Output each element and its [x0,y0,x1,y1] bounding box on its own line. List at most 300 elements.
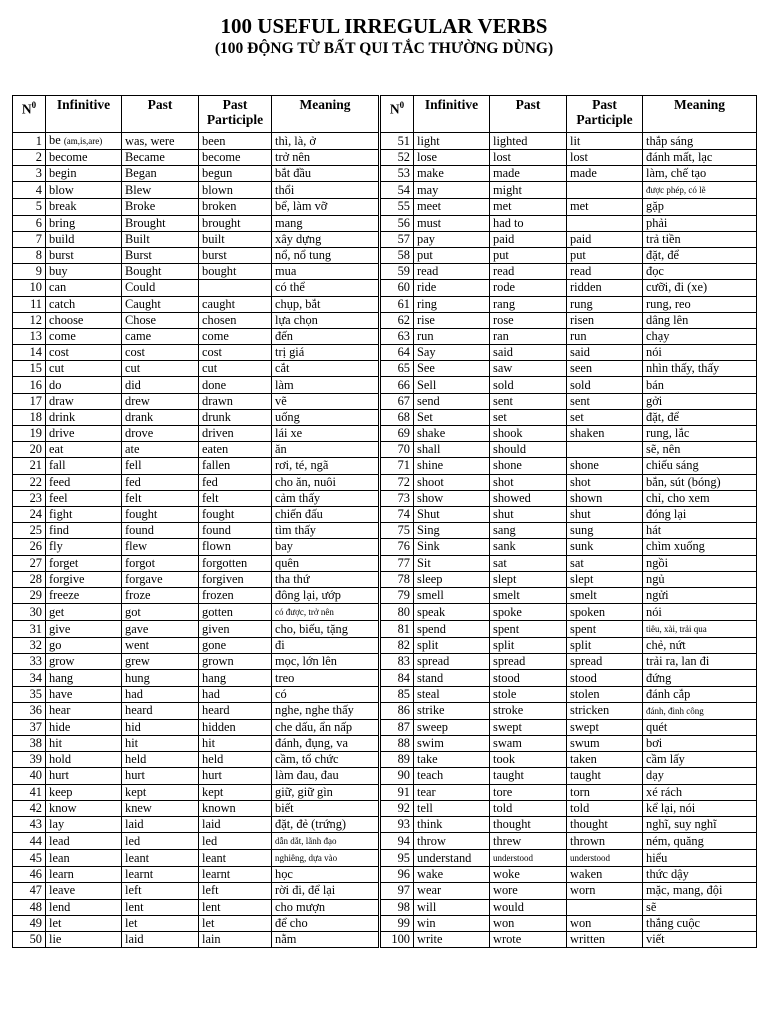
verb-number: 64 [380,345,414,361]
verb-meaning: đánh mất, lạc [643,150,757,166]
verb-meaning: hát [643,523,757,539]
header-past: Past [122,96,199,133]
verb-past: lighted [490,133,567,150]
verb-infinitive: burst [46,247,122,263]
verb-infinitive: will [414,899,490,915]
verb-number: 70 [380,442,414,458]
verb-meaning: dạy [643,768,757,784]
verb-meaning: trị giá [272,345,380,361]
verb-past-participle: frozen [199,587,272,603]
verb-past-participle: said [567,345,643,361]
verb-infinitive: feed [46,474,122,490]
verb-infinitive: lead [46,833,122,850]
verb-number: 31 [13,621,46,638]
verb-past-participle: felt [199,490,272,506]
verb-past: rose [490,312,567,328]
verb-past-participle: taught [567,768,643,784]
verb-number: 25 [13,523,46,539]
verb-past: rode [490,280,567,296]
verb-past-participle: left [199,883,272,899]
verb-number: 2 [13,150,46,166]
verb-infinitive: come [46,328,122,344]
verb-past-participle: taken [567,752,643,768]
verb-infinitive: run [414,328,490,344]
verb-past: paid [490,231,567,247]
verb-infinitive: hang [46,670,122,686]
verb-infinitive: sweep [414,719,490,735]
verb-infinitive: keep [46,784,122,800]
verb-meaning: thổi [272,182,380,199]
table-row [13,899,757,915]
verb-number: 94 [380,833,414,850]
header-infinitive: Infinitive [46,96,122,133]
header-no: $N^0$ [380,96,414,133]
verb-past-participle: lent [199,899,272,915]
verb-past: shot [490,474,567,490]
verb-past: kept [122,784,199,800]
verb-number: 58 [380,247,414,263]
verb-meaning: đến [272,328,380,344]
verb-number: 50 [13,931,46,947]
verb-past-participle: become [199,150,272,166]
verb-past-participle: begun [199,166,272,182]
verb-number: 5 [13,199,46,215]
verb-meaning: mua [272,264,380,280]
verb-past: understood [490,850,567,867]
verb-number: 21 [13,458,46,474]
verb-past: fed [122,474,199,490]
verb-infinitive: split [414,638,490,654]
verb-infinitive: take [414,752,490,768]
verb-number: 80 [380,604,414,621]
verb-past: led [122,833,199,850]
verb-past-participle: sat [567,555,643,571]
table-row [13,736,757,752]
verb-past-participle: driven [199,426,272,442]
verb-number: 7 [13,231,46,247]
verb-meaning: quét [643,719,757,735]
verb-past-participle: chosen [199,312,272,328]
verb-past-participle: cut [199,361,272,377]
verb-number: 44 [13,833,46,850]
table-row [13,231,757,247]
verb-past-participle: led [199,833,272,850]
verb-past-participle: torn [567,784,643,800]
verb-past: drank [122,409,199,425]
verb-number: 85 [380,686,414,702]
verb-past: tore [490,784,567,800]
verbs-table [12,95,757,948]
verb-infinitive: think [414,816,490,832]
verb-past-participle: sung [567,523,643,539]
verb-number: 26 [13,539,46,555]
verb-past-participle: kept [199,784,272,800]
table-row [13,604,757,621]
verb-past: sang [490,523,567,539]
verb-number: 38 [13,736,46,752]
verb-meaning: đóng lại [643,506,757,522]
table-row [13,686,757,702]
verb-past-participle: met [567,199,643,215]
verb-past: forgave [122,571,199,587]
verb-number: 4 [13,182,46,199]
verb-past-participle: seen [567,361,643,377]
verb-past-participle: sunk [567,539,643,555]
verb-past: Broke [122,199,199,215]
verb-past: slept [490,571,567,587]
verb-number: 6 [13,215,46,231]
verb-past: heard [122,702,199,719]
verb-infinitive: wear [414,883,490,899]
verb-infinitive: become [46,150,122,166]
verb-past: spread [490,654,567,670]
verb-meaning: xây dựng [272,231,380,247]
verb-number: 16 [13,377,46,393]
table-row [13,833,757,850]
verb-infinitive: hit [46,736,122,752]
verb-past-participle: been [199,133,272,150]
verb-past-participle: drawn [199,393,272,409]
table-row [13,247,757,263]
verb-past: did [122,377,199,393]
verb-infinitive: shake [414,426,490,442]
verb-number: 1 [13,133,46,150]
verb-number: 13 [13,328,46,344]
verb-infinitive: meet [414,199,490,215]
verb-infinitive: ring [414,296,490,312]
verb-infinitive: hold [46,752,122,768]
verb-number: 45 [13,850,46,867]
verb-past-participle [567,442,643,458]
verb-past: froze [122,587,199,603]
verb-infinitive: stand [414,670,490,686]
verb-past-participle: heard [199,702,272,719]
verb-number: 28 [13,571,46,587]
verb-past-participle: had [199,686,272,702]
verb-number: 69 [380,426,414,442]
verb-meaning: đánh, đụng, va [272,736,380,752]
verb-infinitive: win [414,915,490,931]
table-row [13,867,757,883]
verb-past-participle: shot [567,474,643,490]
table-row [13,442,757,458]
verb-number: 35 [13,686,46,702]
verb-number: 11 [13,296,46,312]
verb-infinitive: shall [414,442,490,458]
verb-infinitive: steal [414,686,490,702]
verb-past: hid [122,719,199,735]
verb-past-participle: found [199,523,272,539]
verb-past: was, were [122,133,199,150]
verb-past: found [122,523,199,539]
table-row [13,377,757,393]
verb-past: spoke [490,604,567,621]
verb-past: set [490,409,567,425]
verb-past-participle: fought [199,506,272,522]
verb-number: 22 [13,474,46,490]
verb-number: 89 [380,752,414,768]
verb-meaning: nổ, nổ tung [272,247,380,263]
verb-past-participle: come [199,328,272,344]
verb-infinitive: Sell [414,377,490,393]
verb-past-participle: shown [567,490,643,506]
verb-past: sat [490,555,567,571]
verb-past: lent [122,899,199,915]
verb-infinitive: understand [414,850,490,867]
verb-past: knew [122,800,199,816]
verb-infinitive: light [414,133,490,150]
verb-past: said [490,345,567,361]
verb-past: Built [122,231,199,247]
verb-past: flew [122,539,199,555]
verb-meaning: cho, biếu, tặng [272,621,380,638]
verb-meaning: đọc [643,264,757,280]
verb-meaning: mọc, lớn lên [272,654,380,670]
verb-infinitive: be (am,is,are) [46,133,122,150]
verb-meaning: bay [272,539,380,555]
verb-past-participle: thought [567,816,643,832]
verb-past: felt [122,490,199,506]
verb-meaning: viết [643,931,757,947]
verb-infinitive: freeze [46,587,122,603]
verb-meaning: bắt đầu [272,166,380,182]
verb-past-participle: given [199,621,272,638]
verb-number: 90 [380,768,414,784]
verb-meaning: bán [643,377,757,393]
verb-number: 86 [380,702,414,719]
verb-past-participle: fed [199,474,272,490]
verb-meaning: đứng [643,670,757,686]
verb-number: 18 [13,409,46,425]
verb-past: wore [490,883,567,899]
verb-infinitive: know [46,800,122,816]
verb-past: made [490,166,567,182]
table-row [13,638,757,654]
verb-meaning: rơi, té, ngã [272,458,380,474]
verb-past-participle: lit [567,133,643,150]
verb-past-participle: cost [199,345,272,361]
verb-meaning: trải ra, lan đi [643,654,757,670]
verb-number: 75 [380,523,414,539]
verb-infinitive: swim [414,736,490,752]
verb-past-participle: hit [199,736,272,752]
verb-meaning: chạy [643,328,757,344]
verb-infinitive: Say [414,345,490,361]
verb-meaning: rời đi, để lại [272,883,380,899]
verb-infinitive: drive [46,426,122,442]
verb-past-participle: sold [567,377,643,393]
verb-infinitive: shoot [414,474,490,490]
verb-past: swept [490,719,567,735]
verb-past-participle: risen [567,312,643,328]
verb-number: 10 [13,280,46,296]
verb-infinitive: rise [414,312,490,328]
verb-meaning: trả tiền [643,231,757,247]
verb-past: Chose [122,312,199,328]
verb-meaning: tiêu, xài, trải qua [643,621,757,638]
verb-past: Began [122,166,199,182]
verb-past-participle: waken [567,867,643,883]
verb-meaning: ngửi [643,587,757,603]
verb-past-participle: won [567,915,643,931]
verb-meaning: hiểu [643,850,757,867]
table-row [13,215,757,231]
verb-meaning: kể lại, nói [643,800,757,816]
verb-infinitive: Sing [414,523,490,539]
verb-past-participle: known [199,800,272,816]
verb-past: got [122,604,199,621]
verb-infinitive: go [46,638,122,654]
verb-number: 59 [380,264,414,280]
verb-infinitive: teach [414,768,490,784]
verb-past-participle: smelt [567,587,643,603]
verb-infinitive: grow [46,654,122,670]
verb-past: Caught [122,296,199,312]
table-row [13,800,757,816]
verb-number: 33 [13,654,46,670]
verb-infinitive: lean [46,850,122,867]
verb-past-participle: spent [567,621,643,638]
verb-meaning: đi [272,638,380,654]
verb-number: 36 [13,702,46,719]
verb-past-participle: spread [567,654,643,670]
verb-past: fell [122,458,199,474]
verb-past-participle: held [199,752,272,768]
verb-past: threw [490,833,567,850]
verb-infinitive: hear [46,702,122,719]
verb-past-participle: forgotten [199,555,272,571]
verb-infinitive: smell [414,587,490,603]
verb-past: stole [490,686,567,702]
verb-infinitive: draw [46,393,122,409]
verb-meaning: trở nên [272,150,380,166]
verb-past-participle: understood [567,850,643,867]
verb-past: learnt [122,867,199,883]
verb-past: held [122,752,199,768]
verb-past-participle: spoken [567,604,643,621]
table-row [13,654,757,670]
verb-number: 49 [13,915,46,931]
verb-past: showed [490,490,567,506]
verb-meaning: chiếu sáng [643,458,757,474]
verb-past-participle: built [199,231,272,247]
verb-meaning: có [272,686,380,702]
table-row [13,458,757,474]
verb-past: should [490,442,567,458]
verb-infinitive: let [46,915,122,931]
verb-infinitive: Shut [414,506,490,522]
verb-past-participle: stricken [567,702,643,719]
table-row [13,883,757,899]
verb-past: met [490,199,567,215]
verb-past-participle: lain [199,931,272,947]
verb-number: 98 [380,899,414,915]
verb-meaning: ngồi [643,555,757,571]
verb-past: ran [490,328,567,344]
verb-meaning: đặt, đẻ (trứng) [272,816,380,832]
verb-number: 47 [13,883,46,899]
verb-infinitive: Sink [414,539,490,555]
header-no: $N^0$ [13,96,46,133]
verb-past-participle [199,280,272,296]
verb-past-participle: caught [199,296,272,312]
verb-number: 15 [13,361,46,377]
verb-infinitive: send [414,393,490,409]
verb-number: 71 [380,458,414,474]
table-row [13,555,757,571]
verb-past-participle: rung [567,296,643,312]
verb-past-participle: gone [199,638,272,654]
verb-past: forgot [122,555,199,571]
verb-infinitive: write [414,931,490,947]
table-row [13,702,757,719]
verb-infinitive: strike [414,702,490,719]
verb-meaning: lựa chọn [272,312,380,328]
verb-number: 30 [13,604,46,621]
verb-infinitive: eat [46,442,122,458]
verb-meaning: có được, trở nên [272,604,380,621]
verb-past: shone [490,458,567,474]
verb-past: drew [122,393,199,409]
table-row [13,182,757,199]
verb-past: told [490,800,567,816]
verb-past-participle: brought [199,215,272,231]
table-row [13,328,757,344]
verb-number: 40 [13,768,46,784]
verb-past: let [122,915,199,931]
verb-number: 97 [380,883,414,899]
verb-number: 92 [380,800,414,816]
verb-past: saw [490,361,567,377]
verb-past-participle: burst [199,247,272,263]
table-row [13,784,757,800]
verb-past-participle: swept [567,719,643,735]
verb-number: 99 [380,915,414,931]
verb-infinitive: begin [46,166,122,182]
verb-past-participle: run [567,328,643,344]
table-row [13,752,757,768]
verb-number: 60 [380,280,414,296]
verb-meaning: có thể [272,280,380,296]
table-row [13,850,757,867]
verb-number: 91 [380,784,414,800]
header-meaning: Meaning [272,96,380,133]
verb-number: 42 [13,800,46,816]
verb-past: cut [122,361,199,377]
verb-past: taught [490,768,567,784]
verb-meaning: sẽ [643,899,757,915]
verb-past-participle: laid [199,816,272,832]
verb-past-participle: broken [199,199,272,215]
verb-infinitive: spend [414,621,490,638]
verb-past: grew [122,654,199,670]
verb-meaning: nghĩ, suy nghĩ [643,816,757,832]
verb-number: 68 [380,409,414,425]
verb-past: came [122,328,199,344]
verb-past: laid [122,816,199,832]
page-subtitle: (100 ĐỘNG TỪ BẤT QUI TẮC THƯỜNG DÙNG) [214,40,554,57]
verb-meaning: thắng cuộc [643,915,757,931]
verb-past: spent [490,621,567,638]
verb-past-participle: bought [199,264,272,280]
verb-infinitive: catch [46,296,122,312]
verb-past-participle: forgiven [199,571,272,587]
verb-number: 12 [13,312,46,328]
verb-meaning: nằm [272,931,380,947]
verb-past-participle: paid [567,231,643,247]
verb-number: 23 [13,490,46,506]
verb-infinitive: Set [414,409,490,425]
